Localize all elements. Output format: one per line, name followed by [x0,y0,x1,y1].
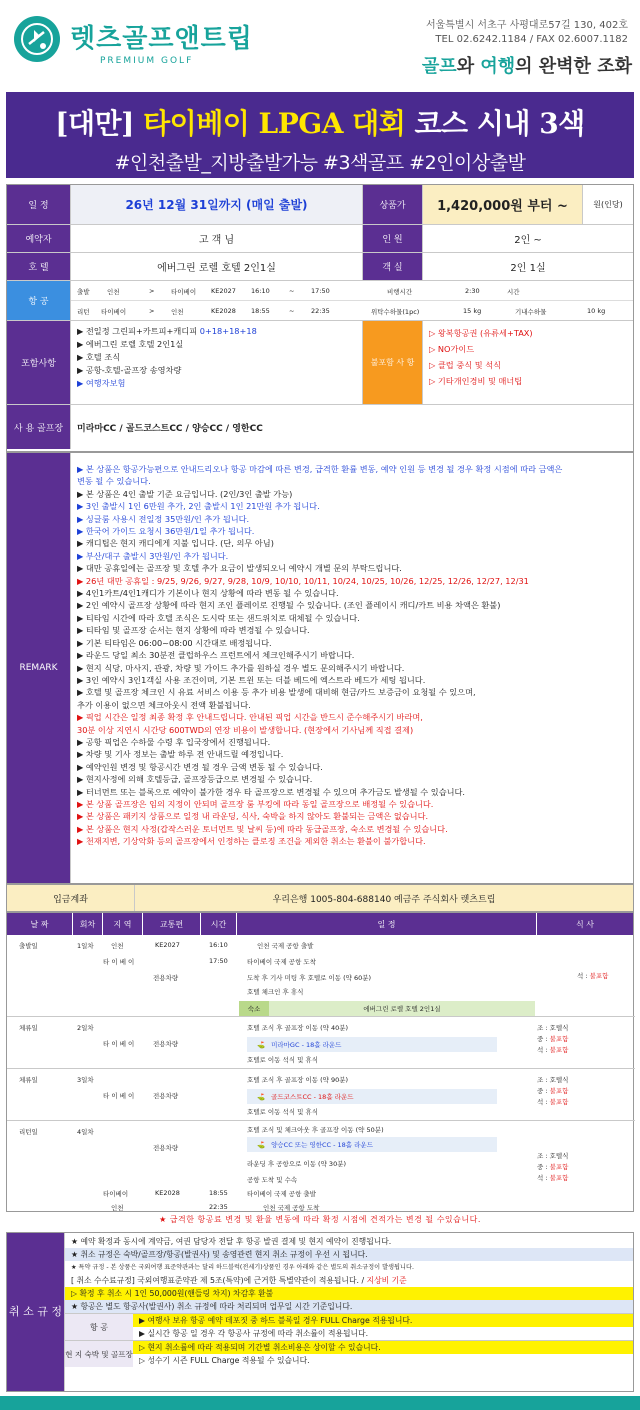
day-transport: 전용차량 [153,1040,179,1048]
flight-return-row [71,301,633,321]
cancel-line: ▷ 확정 후 취소 시 1인 50,000원(핸들링 차지) 차감후 환불 [65,1287,633,1300]
day-region: 타 이 베 이 [103,1092,135,1100]
flight-from: 타이베이 [101,308,127,316]
schedule-item: 공항 도착 및 수속 [247,1176,298,1184]
flight-to: 타이베이 [171,288,197,296]
golf-round: ⛳ 골드코스트CC - 18홀 라운드 [247,1089,497,1104]
pax-value: 2인 ~ [514,235,542,246]
flight-details [71,281,633,320]
cancel-line: ★ 특약 규정 - 본 상품은 국외여행 표준약관과는 달리 하드블럭(전세기)상품인 경우 아래와 같은 별도의 취소규정이 발생됩니다. [71,1264,414,1271]
remark-line: ▶ 기본 티타임은 06:00~08:00 시간대로 배정됩니다. [77,637,272,648]
cancel-line: ★ 예약 확정과 동시에 계약금, 여권 담당자 전달 후 항공 발권 결제 및 현지 예약이 진행됩니다. [71,1237,392,1246]
day-date: 체류일 [19,1024,38,1032]
remark-line: ▶ 26년 대만 공휴일 : 9/25, 9/26, 9/27, 9/28, 10/9, 10/10, 10/11, 10/24, 10/25, 10/26, 12/25, 12/26, 12/27, 12/31 [77,575,529,586]
cancel-label: 취 소 규 정 [7,1233,65,1391]
remark-line: 변동 될 수 있습니다. [77,476,151,487]
meals: 조 : 호텔식 중 : 불포함 석 : 불포함 [537,1024,569,1054]
carry-on-label: 기내수하물 [515,308,547,316]
remark-line: ▶ 2인 예약시 골프장 상황에 따라 현지 조인 플레이로 진행될 수 있습니다. (조인 플레이시 캐디/카트 비용 차액은 환불) [77,600,501,611]
schedule-item: 도착 후 기사 미팅 후 호텔로 이동 (약 60분) [247,974,372,982]
remark-line: ▶ 싱글룸 사용시 전일정 35만원/인 추가 됩니다. [77,513,250,524]
flight-kind: 출발 [77,288,90,296]
baggage-value: 15 kg [463,307,482,315]
flight-kind: 리턴 [77,308,90,316]
flight-time-dep: 18:55 [251,307,270,315]
hotel-value: 에버그린 로렐 호텔 2인1실 [71,253,363,280]
day-number: 1일차 [77,942,94,950]
remark-line: ▶ 본 상품은 현지 사정(갑작스러운 토너먼트 및 날씨 등)에 따라 동급골프장, 숙소로 변경될 수 있습니다. [77,823,448,834]
cancel-air-lines [133,1314,633,1340]
schedule-item: 인천 국제 공항 도착 [263,1204,320,1212]
day-transport: 전용차량 [153,974,179,982]
company-address: 서울특별시 서초구 사평대로57길 130, 402호 [425,20,628,31]
room-label: 객 실 [363,253,423,280]
included-item: ▶ 공항-호텔-골프장 송영차량 [77,365,182,375]
company-contact: TEL 02.6242.1184 / FAX 02.6007.1182 [435,34,628,45]
col-date: 날 짜 [7,913,73,935]
day-date: 리턴일 [19,1128,38,1136]
itinerary-body [7,935,633,1211]
price-label: 상품가 [363,185,423,224]
flight-tilde: ~ [289,287,295,295]
col-day: 회차 [73,913,103,935]
day-region: 타 이 베 이 [103,1040,135,1048]
itinerary-table [6,912,634,1212]
day-region: 인천 [111,1204,124,1212]
remark-line: ▶ 캐디팁은 현지 캐디에게 지불 입니다. (단, 의무 아님) [77,538,274,549]
cancel-local-line: ▷ 현지 취소률에 따라 적용되며 기간별 취소비용은 상이할 수 있습니다. [133,1341,633,1354]
day-transport: KE2028 [155,1189,180,1197]
day-time: 22:35 [209,1203,228,1211]
remark-line: ▶ 본 상품은 4인 출발 기준 요금입니다. (2인/3인 출발 가능) [77,488,293,499]
golf-logo-icon [14,16,60,62]
deposit-value: 우리은행 1005-804-688140 예금주 주식회사 렛츠트립 [135,885,633,911]
excluded-item: ▷ 왕복항공권 (유류세+TAX) [429,328,533,338]
excluded-list [423,321,633,404]
cancel-local-label: 현 지 숙박 및 골프장 [65,1341,133,1367]
flight-duration-label: 비행시간 [387,288,413,296]
excluded-label: 불포함 사 항 [363,321,423,404]
flight-label: 항 공 [7,281,71,320]
cancel-air-row [65,1313,633,1340]
itinerary-header [7,913,633,935]
flight-duration-value: 2:30 [465,287,480,295]
excluded-item: ▷ 기타개인경비 및 매너팁 [429,376,523,386]
day-transport: 전용차량 [153,1092,179,1100]
room-value: 2인 1실 [510,263,546,274]
meals: 조 : 호텔식 중 : 불포함 석 : 불포함 [537,1076,569,1106]
remark-line: ▶ 픽업 시간은 일정 최종 확정 후 안내드립니다. 안내된 픽업 시간을 반드시 준수해주시기 바라며, [77,712,423,723]
cancel-air-line: ▶ 실시간 항공 일 경우 각 항공사 규정에 따라 취소률이 적용됩니다. [139,1329,369,1338]
remark-line: ▶ 호텔 및 골프장 체크인 시 유료 서비스 이용 등 추가 비용 발생에 대비해 현금/카드 보증금이 요청될 수 있으며, [77,687,476,698]
remark-line: ▶ 본 상품은 항공가능편으로 안내드리오나 항공 마감에 따른 변경, 급격한 환률 변동, 예약 인원 등 변경 될 경우 확정 시점에 따라 금액은 [77,464,563,474]
schedule-item: 인천 국제 공항 출발 [257,942,314,950]
included-item: ▶ 호텔 조식 [77,352,121,362]
product-hashtags: #인천출발_지방출발가능 #3색골프 #2인이상출발 [114,152,526,174]
schedule-item: 호텔로 이동 석식 및 휴식 [247,1056,319,1064]
cancel-local-row [65,1340,633,1367]
carry-on-value: 10 kg [587,307,606,315]
day-number: 3일차 [77,1076,94,1084]
baggage-label: 위탁수하물(1pc) [371,308,420,316]
remark-line: ▶ 부산/대구 출발시 3만원/인 추가 됩니다. [77,550,229,561]
schedule-item: 호텔 조식 및 체크아웃 후 골프장 이동 (약 50분) [247,1126,384,1134]
remark-line: 30분 이상 지연시 시간당 600TWD의 연장 비용이 발생합니다. (현장에서 기사님께 직접 결제) [77,724,414,735]
golf-round: ⛳ 양승CC 또는 영한CC - 18홀 라운드 [247,1137,497,1152]
day-number: 4일차 [77,1128,94,1136]
day-number: 2일차 [77,1024,94,1032]
itinerary-day-3 [7,1069,635,1121]
included-item: ▶ 전일정 그린피+카트피+캐디피 0+18+18+18 [77,326,257,336]
remark-line: ▶ 4인1카트/4인1캐디가 기본이나 현지 상황에 따라 변동 될 수 있습니다. [77,588,339,599]
day-region: 인천 [111,942,124,950]
footer-bar [0,1396,640,1410]
remark-line: ▶ 천재지변, 기상악화 등의 골프장에서 인정하는 클로징 조건을 제외한 취소는 환불이 불가합니다. [77,836,426,847]
remark-line: ▶ 티타임 시간에 따라 호텔 조식은 도시락 또는 샌드위치로 대체될 수 있습니다. [77,612,360,623]
col-meals: 식 사 [576,919,594,929]
col-time: 시간 [201,913,237,935]
golf-flag-icon: ⛳ [257,1040,266,1049]
meals: 조 : 호텔식 중 : 불포함 석 : 불포함 [537,1152,569,1182]
remark-line: ▶ 공항 픽업은 수하물 수령 후 입국장에서 진행됩니다. [77,736,271,747]
schedule-label: 일 정 [7,185,71,224]
included-item: ▶ 여행자보험 [77,378,126,388]
deposit-row [6,884,634,912]
pax-label: 인 원 [363,225,423,252]
booker-label: 예약자 [7,225,71,252]
lodging-label: 숙소 [239,1001,269,1016]
schedule-item: 호텔 조식 후 골프장 이동 (약 90분) [247,1076,349,1084]
remark-line: ▶ 라운드 당일 최소 30분전 클럽하우스 프런트에서 체크인해주시기 바랍니다. [77,650,355,661]
courses-value: 미라마CC / 골드코스트CC / 양승CC / 영한CC [77,423,263,434]
day-region: 타 이 베 이 [103,958,135,966]
hotel-label: 호 텔 [7,253,71,280]
day-date: 체류일 [19,1076,38,1084]
remark-line: ▶ 한국어 가이드 요청시 36만원/1일 추가 됩니다. [77,526,255,537]
lodging-value: 에버그린 로렐 호텔 2인1실 [269,1001,535,1016]
flight-to: 인천 [171,308,184,316]
remark-line: ▶ 3인 출발시 1인 6만원 추가, 2인 출발시 1인 21만원 추가 됩니다. [77,501,320,512]
cancel-body [65,1233,633,1391]
schedule-item: 호텔로 이동 석식 및 휴식 [247,1108,319,1116]
booker-value: 고 객 님 [71,225,363,252]
day-time: 17:50 [209,957,228,965]
flight-duration-unit: 시간 [507,288,520,296]
flight-code: KE2028 [211,307,236,315]
remark-line: ▶ 본 상품은 패키지 상품으로 일정 내 라운딩, 식사, 숙박을 하지 않아도 환불되는 금액은 없습니다. [77,811,429,822]
cancel-policy [6,1232,634,1392]
itinerary-day-4 [7,1121,635,1211]
remark-line: ▶ 차량 및 기사 정보는 출발 하루 전 안내드릴 예정입니다. [77,749,284,760]
slogan: 골프와 여행의 완벽한 조화 [421,56,632,77]
meal-dinner: 석 : 불포함 [577,972,609,980]
itinerary-day-2 [7,1017,635,1069]
company-tagline: PREMIUM GOLF [100,56,194,66]
remark-line: ▶ 티타임 및 골프장 순서는 현지 상황에 따라 변경될 수 있습니다. [77,625,310,636]
flight-arrow: > [149,307,155,315]
excluded-item: ▷ NO가이드 [429,344,475,354]
cancel-air-line: ▶ 여행사 보유 항공 예약 데포짓 중 하드 블록일 경우 FULL Charge 적용됩니다. [133,1314,633,1327]
itinerary-note: ★ 급격한 항공료 변경 및 환율 변동에 따라 확정 시점에 견적가는 변경 될 수있습니다. [159,1215,481,1224]
day-time: 18:55 [209,1189,228,1197]
cancel-local-lines [133,1341,633,1367]
included-list [71,321,363,404]
remark-line: ▶ 3인 예약시 3인1객실 사용 조건이며, 기본 트윈 또는 더블 베드에 엑스트라 베드가 세팅 됩니다. [77,674,426,685]
remark-line: ▶ 예약인원 변경 및 항공시간 변경 될 경우 금액 변동 될 수 있습니다. [77,761,323,772]
flight-from: 인천 [107,288,120,296]
company-name: 렛츠골프앤트립 [70,24,253,54]
golf-round: ⛳ 미라마GC - 18홀 라운드 [247,1037,497,1052]
schedule-value: 26년 12월 31일까지 (매일 출발) [71,185,363,224]
product-banner [6,92,634,178]
cancel-line: ★ 항공은 별도 항공사(발권사) 취소 규정에 따라 처리되며 업무일 시간 기준입니다. [65,1300,633,1313]
remark-line: ▶ 터너먼트 또는 블록으로 예약이 불가한 경우 타 골프장으로 변경될 수 있으며 추가금도 발생될 수 있습니다. [77,786,466,797]
day-date: 출발일 [19,942,38,950]
courses-label: 사 용 골프장 [7,405,71,449]
flight-time-dep: 16:10 [251,287,270,295]
excluded-item: ▷ 클럽 중식 및 석식 [429,360,502,370]
remark-line: ▶ 현지사정에 의해 호텔등급, 골프장등급으로 변경될 수 있습니다. [77,774,313,785]
remark-line: 추가 이용이 없으면 체크아웃시 전액 환불됩니다. [77,699,251,710]
schedule-item: 타이베이 국제 공항 도착 [247,958,316,966]
remark-list [71,453,633,883]
included-item: ▶ 에버그린 로렐 호텔 2인1실 [77,339,184,349]
cancel-air-label: 항 공 [65,1314,133,1340]
remark-line: ▶ 본 상품 골프장은 임의 지정이 안되며 골프장 룸 부킹에 따라 동일 골프장으로 배정될 수 있습니다. [77,798,434,809]
day-region: 타이베이 [103,1190,129,1198]
price-value: 1,420,000원 부터 ~ [423,185,583,224]
included-label: 포함사항 [7,321,71,404]
cancel-line: ★ 취소 규정은 숙박/골프장/항공(발권사) 및 송영관련 현지 취소 규정이 우선 시 됩니다. [65,1248,633,1261]
flight-code: KE2027 [211,287,236,295]
schedule-item: 호텔 조식 후 골프장 이동 (약 40분) [247,1024,349,1032]
cancel-line: [ 취소 수수료규정] 국외여행표준약관 제 5조(특약)에 근거한 특별약관이 적용됩니다. / 지상비 기준 [71,1276,407,1285]
product-title: [대만] 타이베이 LPGA 대회 코스 시내 3색 [55,107,585,140]
page-header [0,0,640,88]
day-time: 16:10 [209,941,228,949]
col-region: 지 역 [103,913,143,935]
col-transport: 교통편 [143,913,201,935]
schedule-item: 타이베이 국제 공항 출발 [247,1190,316,1198]
remark-line: ▶ 현지 식당, 마사지, 관광, 차량 및 가이드 추가를 원하실 경우 별도 문의해주시기 바랍니다. [77,662,405,673]
summary-table [6,184,634,452]
schedule-item: 호텔 체크인 후 휴식 [247,988,304,996]
golf-flag-icon: ⛳ [257,1092,266,1101]
col-schedule: 일 정 [237,913,537,935]
flight-time-arr: 22:35 [311,307,330,315]
itinerary-day-1 [7,935,635,1017]
remark-label: REMARK [7,453,71,883]
day-transport: 전용차량 [153,1144,179,1152]
day-transport: KE2027 [155,941,180,949]
flight-tilde: ~ [289,307,295,315]
flight-time-arr: 17:50 [311,287,330,295]
price-unit: 원(인당) [593,200,623,209]
remark-section [6,452,634,884]
deposit-label: 입금계좌 [7,885,135,911]
schedule-item: 라운딩 후 공항으로 이동 (약 30분) [247,1160,347,1168]
golf-flag-icon: ⛳ [257,1140,266,1149]
cancel-local-line: ▷ 성수기 시즌 FULL Charge 적용될 수 있습니다. [139,1356,310,1365]
remark-line: ▶ 대만 공휴일에는 골프장 및 호텔 추가 요금이 발생되오니 예약시 개별 문의 부탁드립니다. [77,563,402,574]
flight-arrow: > [149,287,155,295]
flight-departure-row [71,281,633,301]
